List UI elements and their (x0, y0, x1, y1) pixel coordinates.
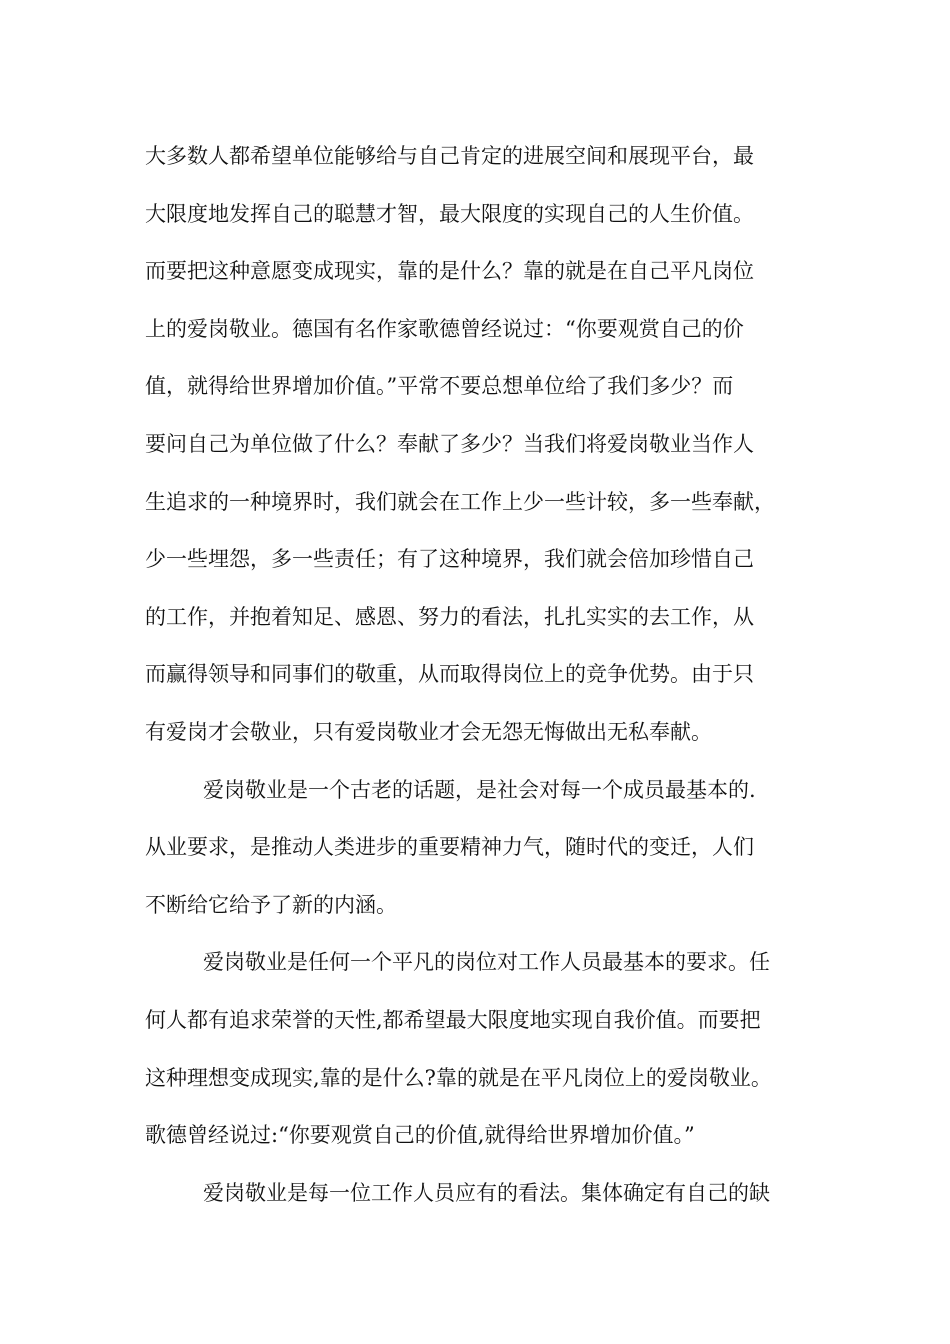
text-line: 生追求的一种境界时，我们就会在工作上少一些计较，多一些奉献， (145, 489, 775, 514)
body-text (145, 128, 825, 1222)
text-line: 大多数人都希望单位能够给与自己肯定的进展空间和展现平台，最 (145, 144, 754, 168)
text-line: 而要把这种意愿变成现实，靠的是什么？靠的就是在自己平凡岗位 (145, 259, 754, 284)
text-line: 这种理想变成现实,靠的是什么?靠的就是在平凡岗位上的爱岗敬业。 (145, 1065, 772, 1090)
text-line: 要问自己为单位做了什么？奉献了多少？当我们将爱岗敬业当作人 (145, 431, 754, 456)
text-line: 值，就得给世界增加价值。”平常不要总想单位给了我们多少？而 (145, 374, 734, 399)
text-line: 有爱岗才会敬业，只有爱岗敬业才会无怨无悔做出无私奉献。 (145, 719, 712, 744)
text-line: 从业要求，是推动人类进步的重要精神力气，随时代的变迁，人们 (145, 835, 754, 860)
text-line: 少一些埋怨，多一些责任；有了这种境界，我们就会倍加珍惜自己 (145, 547, 754, 572)
text-line: 而赢得领导和同事们的敬重，从而取得岗位上的竞争优势。由于只 (145, 662, 754, 687)
text-line: 爱岗敬业是任何一个平凡的岗位对工作人员最基本的要求。任 (203, 950, 770, 975)
text-line: 不断给它给予了新的内涵。 (145, 892, 397, 917)
text-line: 的工作，并抱着知足、感恩、努力的看法，扎扎实实的去工作，从 (145, 604, 754, 629)
text-line: 歌德曾经说过:“你要观赏自己的价值,就得给世界增加价值。” (145, 1123, 695, 1148)
text-line: 上的爱岗敬业。德国有名作家歌德曾经说过：“你要观赏自己的价 (145, 316, 744, 341)
text-line: 爱岗敬业是一个古老的话题，是社会对每一个成员最基本的. (203, 777, 756, 802)
text-line: 爱岗敬业是每一位工作人员应有的看法。集体确定有自己的缺 (203, 1180, 770, 1205)
text-line: 大限度地发挥自己的聪慧才智，最大限度的实现自己的人生价值。 (145, 201, 754, 226)
text-line: 何人都有追求荣誉的天性,都希望最大限度地实现自我价值。而要把 (145, 1007, 761, 1032)
